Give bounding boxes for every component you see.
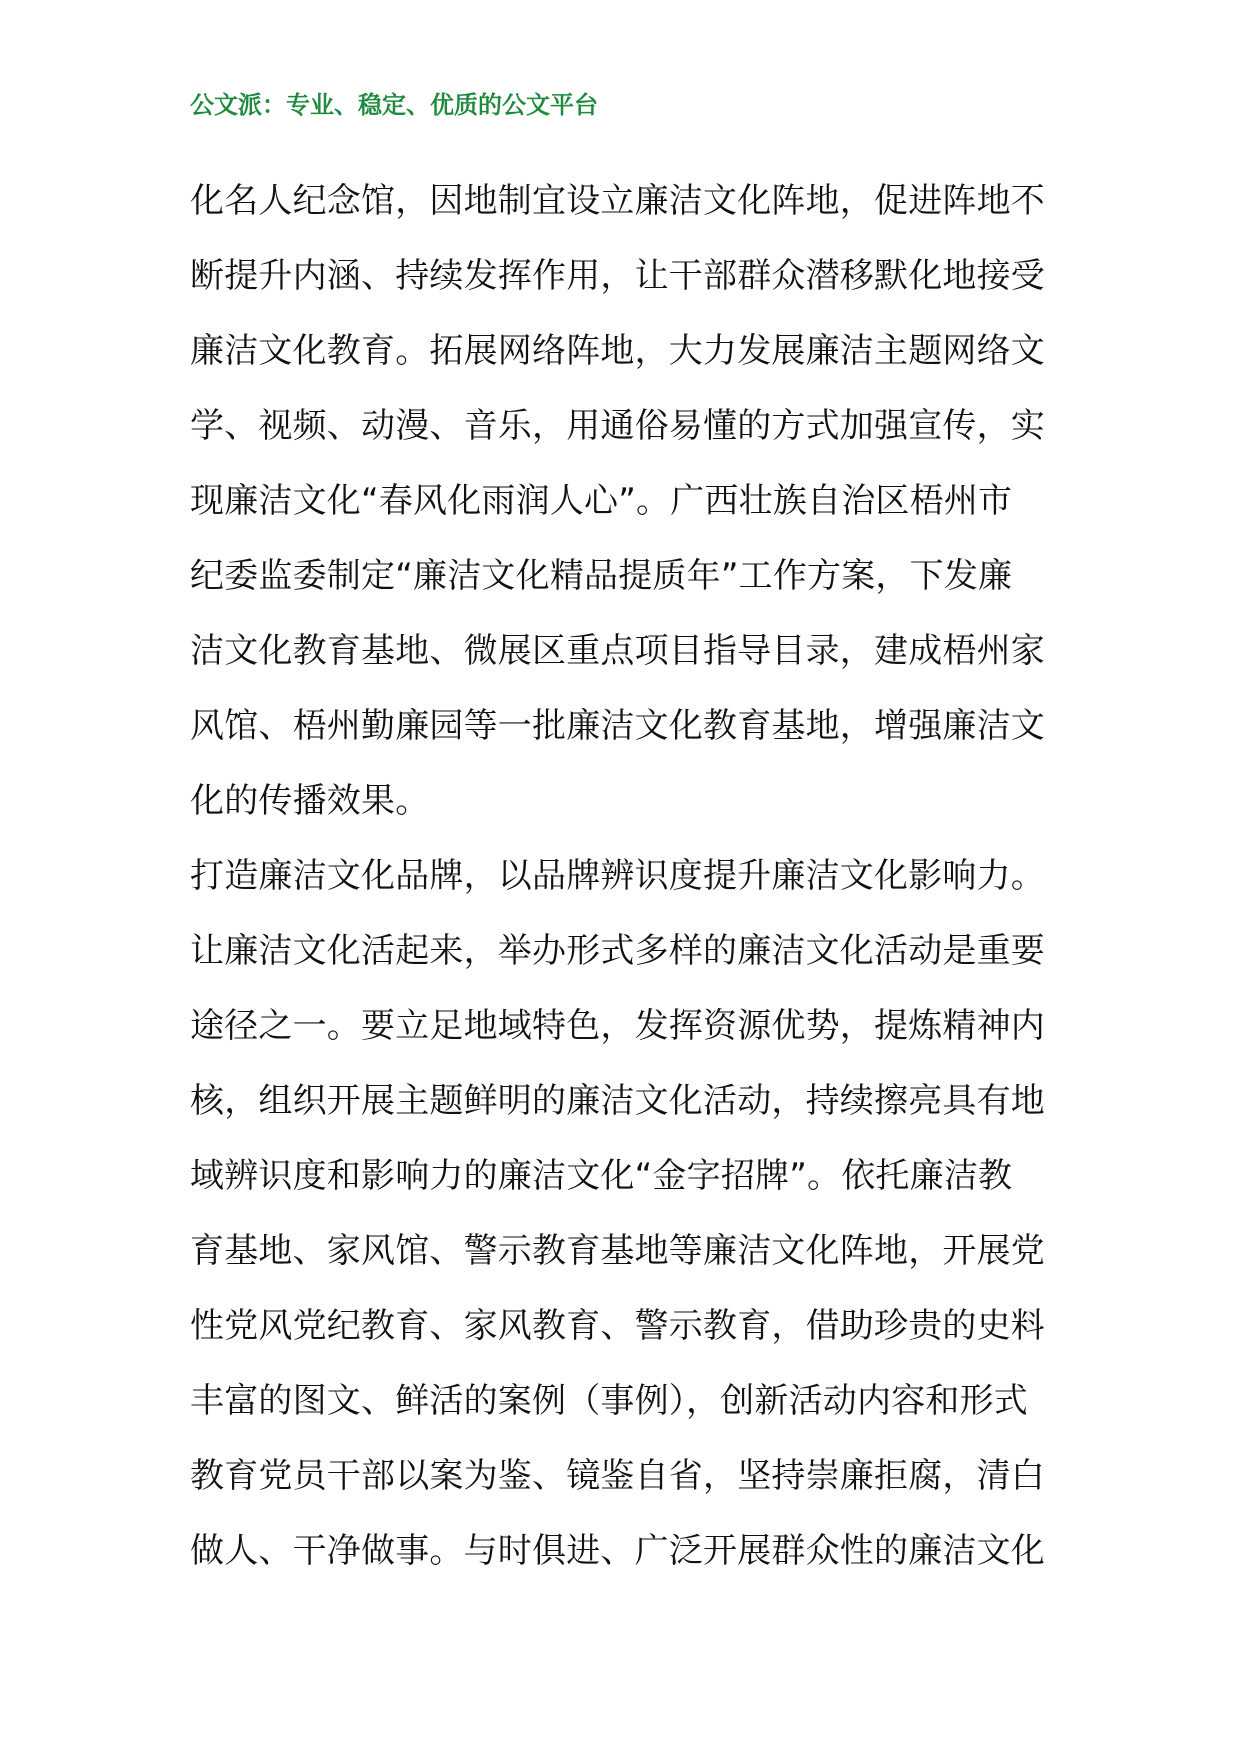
text-line: 让廉洁文化活起来，举办形式多样的廉洁文化活动是重要 [190,931,1045,971]
text-line: 性党风党纪教育、家风教育、警示教育，借助珍贵的史料 [190,1306,1045,1346]
text-line: 化名人纪念馆，因地制宜设立廉洁文化阵地，促进阵地不 [190,181,1045,221]
document-body [190,164,1062,1589]
text-line: 洁文化教育基地、微展区重点项目指导目录，建成梧州家 [190,631,1045,671]
paragraph-2 [190,839,1062,1589]
paragraph-1 [190,164,1062,839]
text-line: 廉洁文化教育。拓展网络阵地，大力发展廉洁主题网络文 [190,331,1045,371]
text-line: 丰富的图文、鲜活的案例（事例），创新活动内容和形式 [190,1381,1028,1421]
text-line: 断提升内涵、持续发挥作用，让干部群众潜移默化地接受 [190,256,1045,296]
text-line: 教育党员干部以案为鉴、镜鉴自省，坚持崇廉拒腐，清白 [190,1456,1045,1496]
text-line: 做人、干净做事。与时俱进、广泛开展群众性的廉洁文化 [190,1531,1045,1571]
header-title: 公文派：专业、稳定、优质的公文平台 [190,91,598,119]
text-line: 育基地、家风馆、警示教育基地等廉洁文化阵地，开展党 [190,1231,1045,1271]
text-line: 现廉洁文化“春风化雨润人心”。广西壮族自治区梧州市 [190,481,1013,521]
text-line: 风馆、梧州勤廉园等一批廉洁文化教育基地，增强廉洁文 [190,706,1045,746]
text-line: 途径之一。要立足地域特色，发挥资源优势，提炼精神内 [190,1006,1045,1046]
text-line: 打造廉洁文化品牌，以品牌辨识度提升廉洁文化影响力。 [190,856,1045,896]
text-line: 核，组织开展主题鲜明的廉洁文化活动，持续擦亮具有地 [190,1081,1045,1121]
text-line: 纪委监委制定“廉洁文化精品提质年”工作方案，下发廉 [190,556,1013,596]
text-line: 化的传播效果。 [190,781,430,821]
text-line: 域辨识度和影响力的廉洁文化“金字招牌”。依托廉洁教 [190,1156,1013,1196]
text-line: 学、视频、动漫、音乐，用通俗易懂的方式加强宣传，实 [190,406,1045,446]
